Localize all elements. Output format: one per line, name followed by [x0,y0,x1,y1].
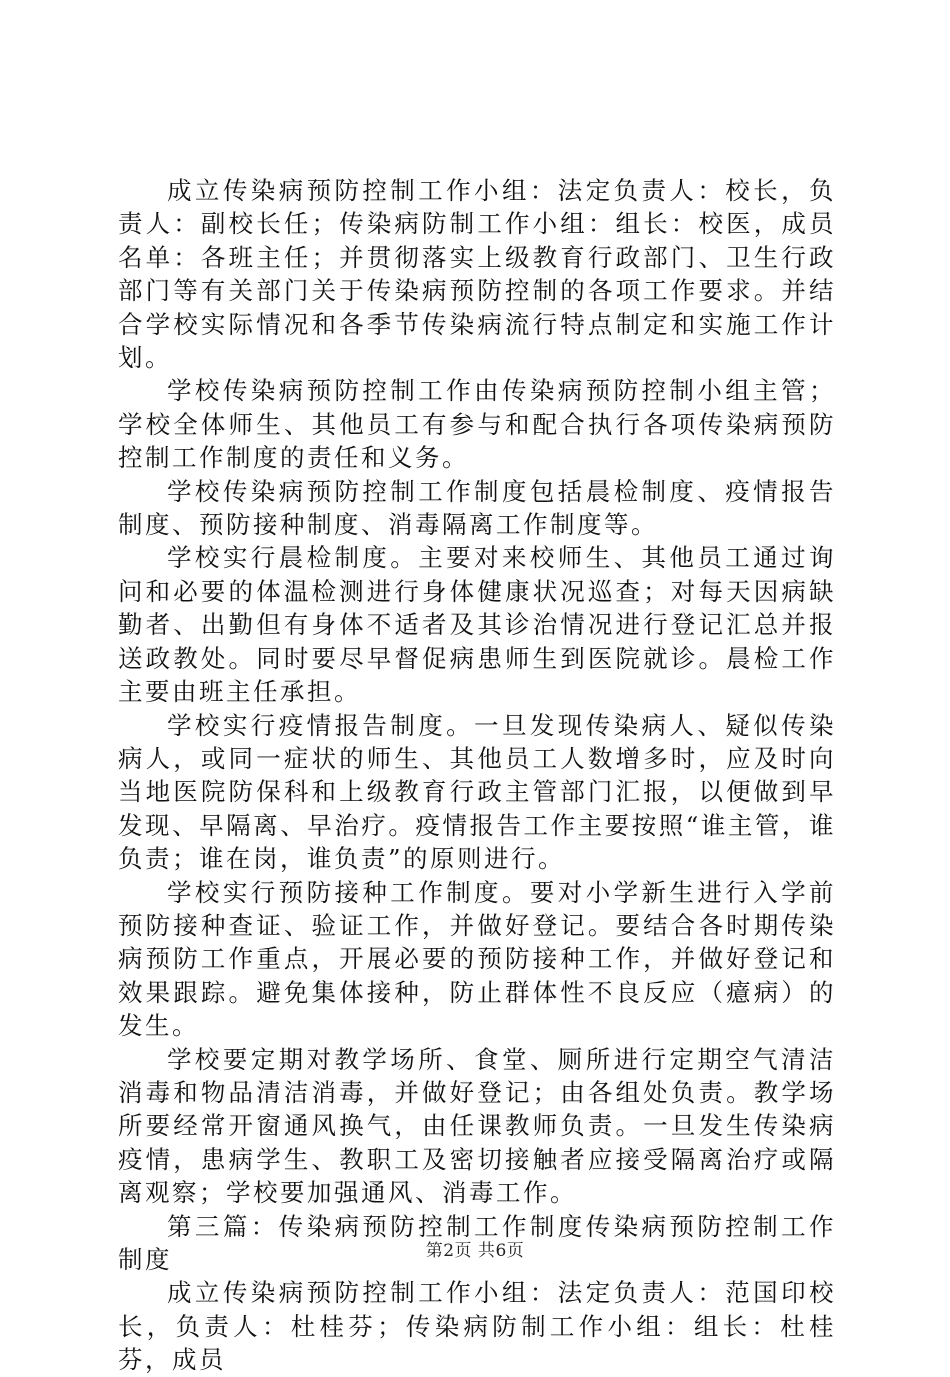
page-footer: 第2页 共6页 [425,1241,525,1261]
paragraph-5: 学校实行疫情报告制度。一旦发现传染病人、疑似传染病人，或同一症状的师生、其他员工人数增多时，应及时向当地医院防保科和上级教育行政主管部门汇报，以便做到早发现、早隔离、早治疗。疫情报告工作主要按照“谁主管，谁负责；谁在岗，谁负责”的原则进行。 [118,710,836,874]
paragraph-7: 学校要定期对教学场所、食堂、厕所进行定期空气清洁消毒和物品清洁消毒，并做好登记；由各组处负责。教学场所要经常开窗通风换气，由任课教师负责。一旦发生传染病疫情，患病学生、教职工及密切接触者应接受隔离治疗或隔离观察；学校要加强通风、消毒工作。 [118,1044,836,1208]
paragraph-4: 学校实行晨检制度。主要对来校师生、其他员工通过询问和必要的体温检测进行身体健康状况巡查；对每天因病缺勤者、出勤但有身体不适者及其诊治情况进行登记汇总并报送政教处。同时要尽早督促病患师生到医院就诊。晨检工作主要由班主任承担。 [118,543,836,707]
paragraph-3: 学校传染病预防控制工作制度包括晨检制度、疫情报告制度、预防接种制度、消毒隔离工作制度等。 [118,476,836,540]
paragraph-2: 学校传染病预防控制工作由传染病预防控制小组主管；学校全体师生、其他员工有参与和配合执行各项传染病预防控制工作制度的责任和义务。 [118,376,836,473]
paragraph-8: 成立传染病预防控制工作小组：法定负责人：范国印校长，负责人：杜桂芬；传染病防制工作小组：组长：杜桂芬，成员 [118,1278,836,1375]
paragraph-6: 学校实行预防接种工作制度。要对小学新生进行入学前预防接种查证、验证工作，并做好登记。要结合各时期传染病预防工作重点，开展必要的预防接种工作，并做好登记和效果跟踪。避免集体接种，防止群体性不良反应（癔病）的发生。 [118,877,836,1041]
document-body [118,174,836,1377]
paragraph-1: 成立传染病预防控制工作小组：法定负责人：校长，负责人：副校长任；传染病防制工作小组：组长：校医，成员名单：各班主任；并贯彻落实上级教育行政部门、卫生行政部门等有关部门关于传染病预防控制的各项工作要求。并结合学校实际情况和各季节传染病流行特点制定和实施工作计划。 [118,176,836,373]
section-heading: 第三篇：传染病预防控制工作制度传染病预防控制工作制度 [118,1211,836,1274]
